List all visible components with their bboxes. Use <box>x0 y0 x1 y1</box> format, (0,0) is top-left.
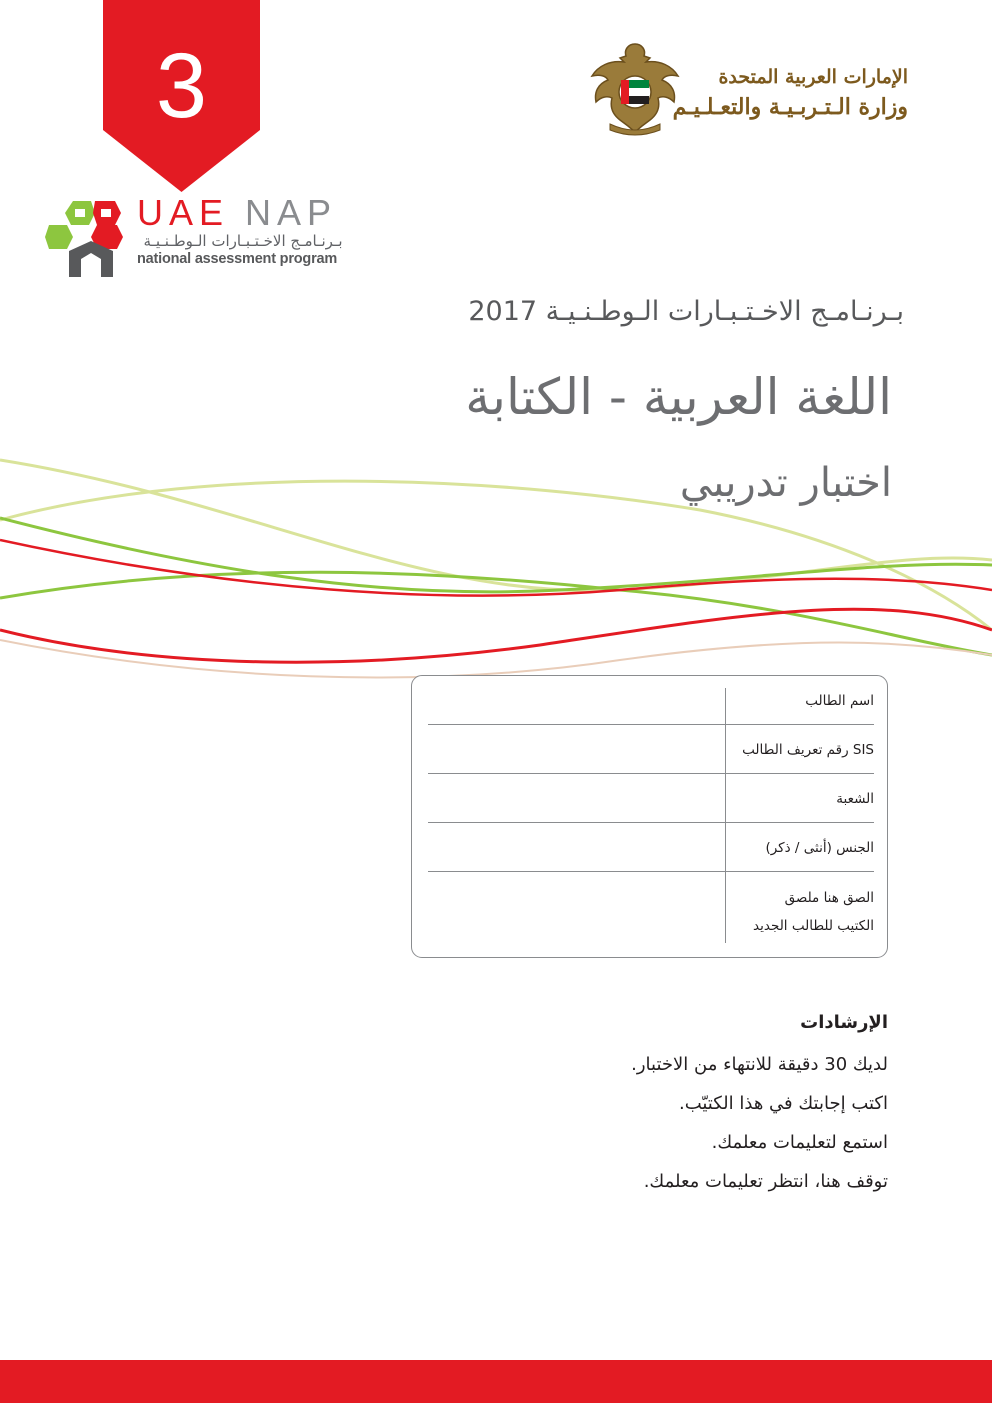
student-id-field[interactable] <box>428 725 725 774</box>
section-field[interactable] <box>428 774 725 823</box>
form-row-section <box>428 774 874 823</box>
student-name-field[interactable] <box>428 676 725 725</box>
ministry-name <box>673 62 908 122</box>
wave-green-1 <box>0 518 992 592</box>
form-row-student-id <box>428 725 874 774</box>
ministry-line-2: وزارة الـتـربـيـة والتعـلـيـم <box>672 94 908 120</box>
ministry-line-1: الإمارات العربية المتحدة <box>718 66 908 88</box>
form-row-gender <box>428 823 874 872</box>
student-id-label: SIS رقم تعريف الطالب <box>742 741 874 758</box>
wave-pale-3 <box>0 640 992 677</box>
section-label: الشعبة <box>836 790 874 807</box>
nap-title-uae: UAE <box>137 192 230 233</box>
nap-english-name: national assessment program <box>137 251 338 267</box>
wave-red-2 <box>0 609 992 662</box>
student-name-label: اسم الطالب <box>805 692 874 709</box>
gender-label: الجنس (أنثى / ذكر) <box>765 839 874 856</box>
footer-bar <box>0 1360 992 1403</box>
subject-title: اللغة العربية - الكتابة <box>465 368 892 426</box>
nap-title <box>137 192 338 233</box>
form-row-student-name <box>428 676 874 725</box>
test-type-title: اختبار تدريبي <box>679 460 892 506</box>
program-title: بـرنـامـج الاخـتـبـارات الـوطـنـيـة 2017 <box>468 296 904 327</box>
instruction-item: استمع لتعليمات معلمك. <box>711 1132 888 1153</box>
grade-number: 3 <box>155 35 208 137</box>
instruction-item: لديك 30 دقيقة للانتهاء من الاختبار. <box>631 1054 888 1075</box>
nap-logo-mark-icon <box>45 195 135 280</box>
nap-title-nap: NAP <box>245 192 338 233</box>
sticker-area <box>428 881 874 943</box>
gender-field[interactable] <box>428 823 725 872</box>
instructions-heading: الإرشادات <box>800 1012 888 1033</box>
instructions <box>631 1012 888 1201</box>
wave-pale-1 <box>0 460 992 591</box>
instruction-item: توقف هنا، انتظر تعليمات معلمك. <box>643 1171 888 1192</box>
nap-arabic-name: بـرنـامـج الاخـتـبـارات الـوطـنـيـة <box>143 232 343 250</box>
row-divider <box>428 871 874 872</box>
wave-pale-2 <box>0 481 992 630</box>
instruction-item: اكتب إجابتك في هذا الكتيّب. <box>678 1093 888 1114</box>
sticker-note-line-1: الصق هنا ملصق <box>784 890 874 906</box>
nap-logo <box>45 192 355 280</box>
uae-emblem-icon <box>590 40 680 138</box>
student-info-form <box>411 675 888 958</box>
sticker-note-line-2: الكتيب للطالب الجديد <box>753 918 874 934</box>
